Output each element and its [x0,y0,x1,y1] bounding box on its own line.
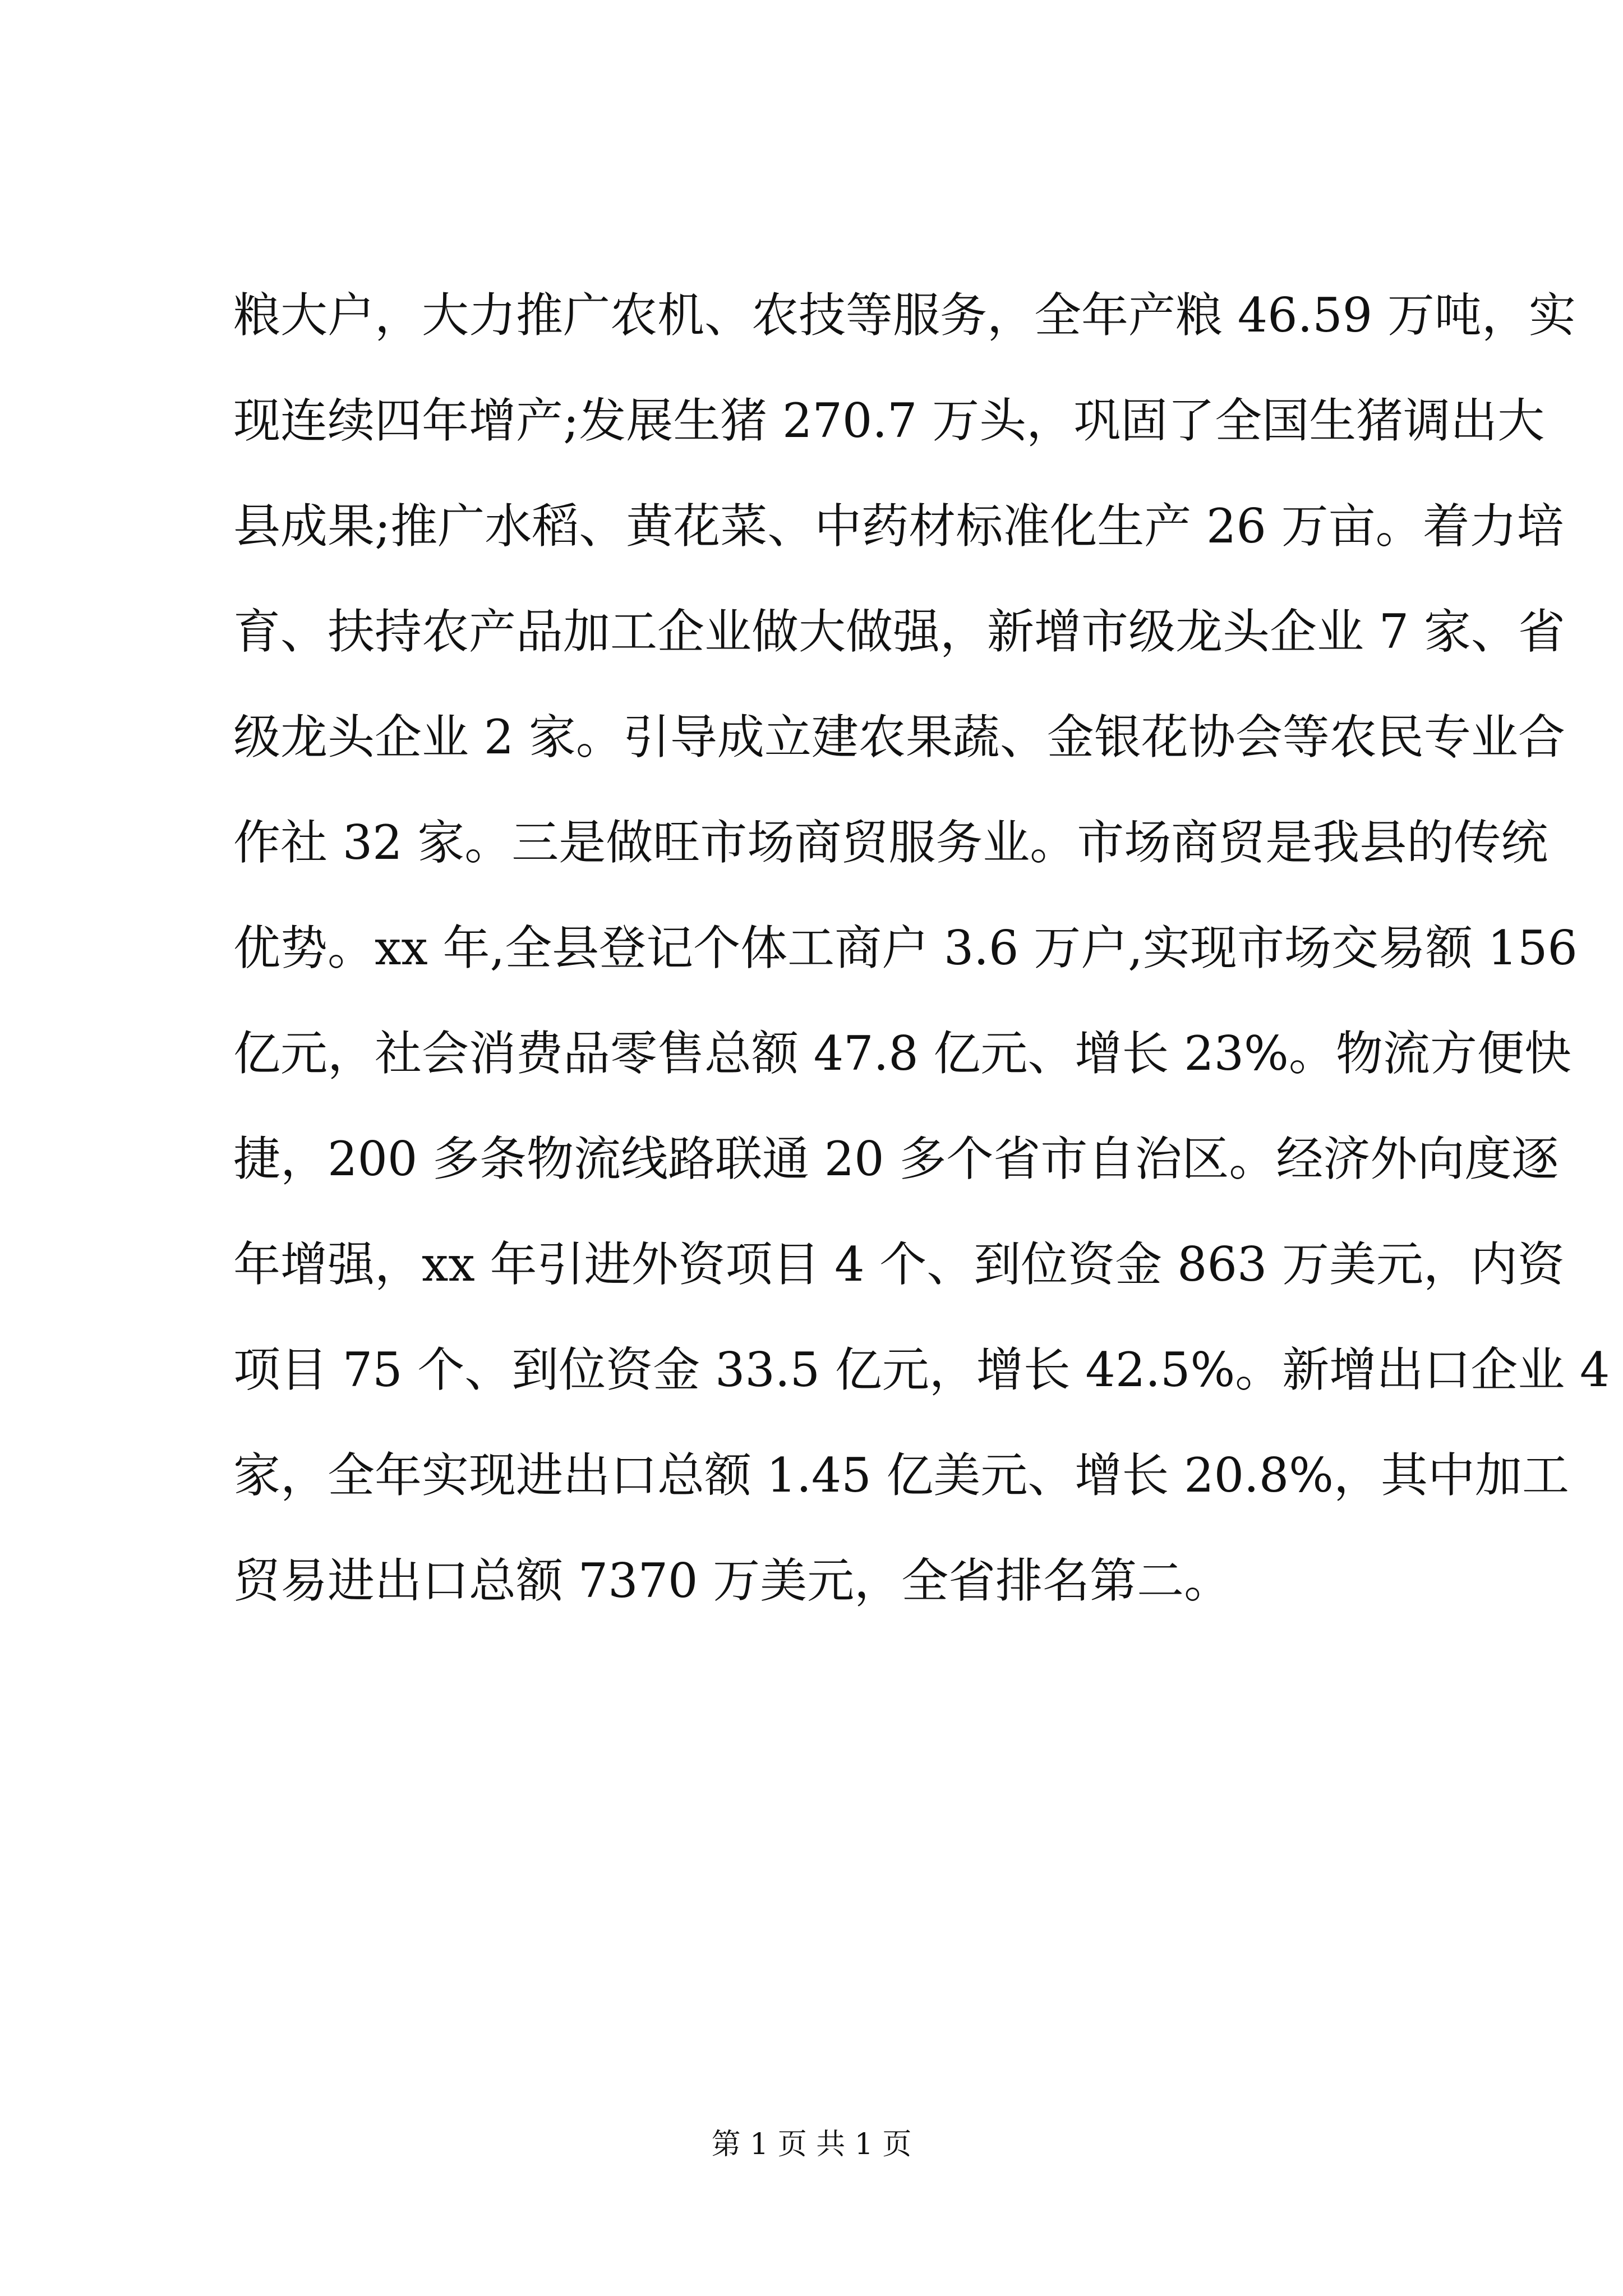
text-line-8: 亿元，社会消费品零售总额 47.8 亿元、增长 23%。物流方便快 [233,1026,1571,1081]
text-line-11: 项目 75 个、到位资金 33.5 亿元，增长 42.5%。新增出口企业 4 [233,1342,1610,1397]
text-line-12: 家，全年实现进出口总额 1.45 亿美元、增长 20.8%，其中加工 [233,1448,1569,1503]
text-line-10: 年增强，xx 年引进外资项目 4 个、到位资金 863 万美元，内资 [233,1237,1565,1292]
text-line-5: 级龙头企业 2 家。引导成立建农果蔬、金银花协会等农民专业合 [233,710,1565,765]
text-line-4: 育、扶持农产品加工企业做大做强，新增市级龙头企业 7 家、省 [233,604,1565,659]
text-line-6: 作社 32 家。三是做旺市场商贸服务业。市场商贸是我县的传统 [233,815,1548,870]
text-line-9: 捷，200 多条物流线路联通 20 多个省市自治区。经济外向度逐 [233,1131,1559,1186]
body-paragraph [233,263,1610,1634]
text-line-3: 县成果;推广水稻、黄花菜、中药材标准化生产 26 万亩。着力培 [233,499,1564,554]
text-line-1: 粮大户，大力推广农机、农技等服务，全年产粮 46.59 万吨，实 [233,288,1576,343]
text-line-7: 优势。xx 年,全县登记个体工商户 3.6 万户,实现市场交易额 156 [233,921,1578,976]
text-line-13: 贸易进出口总额 7370 万美元，全省排名第二。 [233,1553,1232,1608]
text-line-2: 现连续四年增产;发展生猪 270.7 万头，巩固了全国生猪调出大 [233,393,1545,448]
page-footer: 第 1 页 共 1 页 [711,2128,912,2161]
